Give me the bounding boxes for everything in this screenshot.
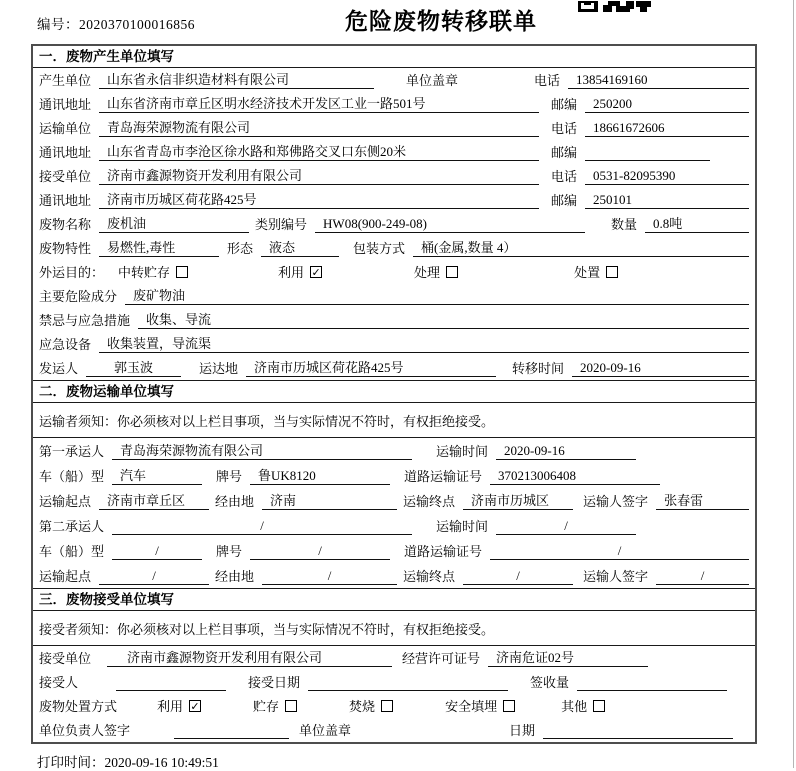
taboo-value: 收集、导流 [138, 309, 749, 329]
section-producer-title: 一．废物产生单位填写 [33, 46, 755, 68]
plate-label: 牌号 [216, 544, 243, 559]
qr-code-icon [578, 0, 652, 16]
phone-label: 电话 [551, 121, 578, 136]
row-equip [33, 332, 755, 356]
route2-start: / [99, 568, 209, 585]
transporter-note-label: 运输者须知： [39, 413, 118, 429]
produce-addr-value: 山东省济南市章丘区明水经济技术开发区工业一路501号 [99, 93, 539, 113]
row-purpose [33, 260, 755, 284]
option-utilize [278, 262, 322, 281]
receive-date-label: 接受日期 [248, 675, 301, 690]
via2-value: / [262, 568, 397, 585]
row-transport-unit [33, 116, 755, 140]
page-title: 危险废物转移联单 [345, 9, 537, 34]
section-producer [33, 46, 755, 380]
carrier1-label: 第一承运人 [39, 444, 105, 459]
pack-value: 桶(金属,数量 4） [413, 237, 749, 257]
vehicle1-label: 车（船）型 [39, 469, 105, 484]
checkbox-dispose [606, 266, 618, 278]
unit-seal-label: 单位盖章 [299, 723, 352, 738]
route2-start-label: 运输起点 [39, 569, 92, 584]
checkbox-disposal-incinerate [381, 700, 393, 712]
receive-date-value [308, 675, 508, 691]
transport-unit-label: 运输单位 [39, 121, 92, 136]
waste-name-label: 废物名称 [39, 217, 92, 232]
checkbox-disposal-utilize: ✓ [190, 699, 200, 713]
route1-end: 济南市历城区 [463, 490, 573, 510]
row-hazard [33, 284, 755, 308]
receive-unit-label: 接受单位 [39, 169, 92, 184]
purpose-label: 外运目的： [39, 265, 105, 280]
row-receiver-person [33, 670, 755, 694]
produce-addr-label: 通讯地址 [39, 97, 92, 112]
carrier2-time: / [496, 518, 636, 535]
vehicle2-label: 车（船）型 [39, 544, 105, 559]
carrier1-time: 2020-09-16 [496, 443, 636, 460]
waste-trait-label: 废物特性 [39, 241, 92, 256]
date-value [543, 723, 733, 739]
section-receiver [33, 588, 755, 742]
disposal-label: 废物处置方式 [39, 699, 118, 714]
section-transporter-title: 二．废物运输单位填写 [33, 381, 755, 403]
section-transporter [33, 380, 755, 588]
row-produce-addr [33, 92, 755, 116]
road-license2-value: / [490, 543, 749, 560]
unit-seal-label: 单位盖章 [406, 73, 459, 88]
vehicle1-value: 汽车 [112, 465, 202, 485]
transporter-note-text: 你必须核对以上栏目事项，当与实际情况不符时，有权拒绝接受。 [117, 413, 495, 429]
road-license-label: 道路运输证号 [404, 469, 483, 484]
option-dispose [574, 262, 618, 281]
vehicle2-value: / [112, 543, 202, 560]
waste-form-value: 液态 [261, 237, 339, 257]
section-receiver-title: 三．废物接受单位填写 [33, 589, 755, 611]
option-disposal-other [561, 696, 605, 715]
receiver-person-value [116, 675, 226, 691]
route2-end-label: 运输终点 [403, 569, 456, 584]
plate-value: 鲁UK8120 [250, 465, 390, 485]
option-label: 贮存 [253, 699, 280, 714]
plate-label: 牌号 [216, 469, 243, 484]
checkbox-transfer-storage [176, 266, 188, 278]
transport-time-label: 运输时间 [436, 444, 489, 459]
row-produce-unit [33, 68, 755, 92]
option-treat [414, 262, 458, 281]
zip-label: 邮编 [551, 193, 578, 208]
row-waste-trait [33, 236, 755, 260]
row-responsible-sign [33, 718, 755, 742]
row-waste-name [33, 212, 755, 236]
checkbox-disposal-other [593, 700, 605, 712]
receive-unit-value: 济南市鑫源物资开发利用有限公司 [107, 647, 392, 667]
manifest-form [31, 44, 757, 744]
via-label: 经由地 [215, 569, 255, 584]
row-disposal [33, 694, 755, 718]
row-receive-unit-s3 [33, 646, 755, 670]
road-license-label: 道路运输证号 [404, 544, 483, 559]
carrier1-value: 青岛海荣源物流有限公司 [112, 440, 412, 460]
transporter-sign-label: 运输人签字 [583, 494, 649, 509]
dest-label: 运达地 [199, 361, 239, 376]
option-label: 其他 [561, 699, 588, 714]
signed-qty-value [577, 675, 727, 691]
transporter-note [33, 403, 755, 438]
doc-number-label: 编号： [37, 17, 79, 32]
receiver-note-text: 你必须核对以上栏目事项，当与实际情况不符时，有权拒绝接受。 [117, 621, 495, 637]
receive-unit-label: 接受单位 [39, 651, 92, 666]
date-label: 日期 [509, 723, 536, 738]
receive-addr-zip: 250101 [585, 192, 749, 209]
print-time-label: 打印时间： [37, 755, 105, 770]
row-route2 [33, 563, 755, 588]
option-disposal-storage [253, 696, 297, 715]
option-label: 中转贮存 [118, 265, 171, 280]
permit-label: 经营许可证号 [402, 651, 481, 666]
transporter-sign: 张春雷 [656, 490, 749, 510]
row-carrier2 [33, 513, 755, 538]
row-transport-addr [33, 140, 755, 164]
row-receive-unit [33, 164, 755, 188]
carrier2-value: / [112, 518, 412, 535]
transfer-time-value: 2020-09-16 [572, 360, 749, 377]
produce-addr-zip: 250200 [585, 96, 749, 113]
equip-value: 收集装置，导流渠 [99, 333, 749, 353]
waste-trait-value: 易燃性,毒性 [99, 237, 219, 257]
option-disposal-utilize [157, 696, 201, 715]
transporter-sign-label: 运输人签字 [583, 569, 649, 584]
row-shipper [33, 356, 755, 380]
zip-label: 邮编 [551, 97, 578, 112]
receive-unit-value: 济南市鑫源物资开发利用有限公司 [99, 165, 539, 185]
checkbox-disposal-storage [285, 700, 297, 712]
plate2-value: / [250, 543, 390, 560]
route1-start: 济南市章丘区 [99, 490, 209, 510]
option-label: 利用 [278, 265, 305, 280]
row-taboo [33, 308, 755, 332]
responsible-sign-label: 单位负责人签字 [39, 723, 131, 738]
row-vehicle1 [33, 463, 755, 488]
option-label: 处置 [574, 265, 601, 280]
option-disposal-incinerate [349, 696, 393, 715]
print-time [37, 751, 219, 771]
option-label: 利用 [157, 699, 184, 714]
receive-addr-value: 济南市历城区荷花路425号 [99, 189, 539, 209]
pack-label: 包装方式 [353, 241, 406, 256]
dest-value: 济南市历城区荷花路425号 [246, 357, 496, 377]
doc-number [37, 13, 195, 33]
produce-unit-phone: 13854169160 [568, 72, 749, 89]
checkbox-treat [446, 266, 458, 278]
transport-addr-value: 山东省青岛市李沧区徐水路和郑佛路交叉口东侧20米 [99, 141, 539, 161]
waste-qty-value: 0.8吨 [645, 213, 749, 233]
transporter-sign2: / [656, 568, 749, 585]
permit-value: 济南危证02号 [488, 647, 648, 667]
road-license-value: 370213006408 [490, 468, 660, 485]
hazard-value: 废矿物油 [125, 285, 749, 305]
row-vehicle2 [33, 538, 755, 563]
route1-end-label: 运输终点 [403, 494, 456, 509]
transport-unit-value: 青岛海荣源物流有限公司 [99, 117, 539, 137]
waste-qty-label: 数量 [611, 217, 638, 232]
receiver-note [33, 611, 755, 646]
via-label: 经由地 [215, 494, 255, 509]
option-transfer-storage [118, 262, 188, 281]
receiver-person-label: 接受人 [39, 675, 79, 690]
receiver-note-label: 接受者须知： [39, 621, 118, 637]
option-label: 处理 [414, 265, 441, 280]
taboo-label: 禁忌与应急措施 [39, 313, 131, 328]
transport-time-label: 运输时间 [436, 519, 489, 534]
doc-number-value: 2020370100016856 [79, 17, 195, 32]
checkbox-disposal-landfill [503, 700, 515, 712]
signed-qty-label: 签收量 [530, 675, 570, 690]
waste-code-label: 类别编号 [255, 217, 308, 232]
produce-unit-value: 山东省永信非织造材料有限公司 [99, 69, 374, 89]
page-edge-divider [793, 0, 794, 768]
produce-unit-label: 产生单位 [39, 73, 92, 88]
responsible-sign-value [174, 723, 289, 739]
shipper-value: 郭玉波 [86, 357, 181, 377]
zip-label: 邮编 [551, 145, 578, 160]
route1-start-label: 运输起点 [39, 494, 92, 509]
waste-form-label: 形态 [227, 241, 254, 256]
waste-name-value: 废机油 [99, 213, 249, 233]
phone-label: 电话 [534, 73, 561, 88]
row-route1 [33, 488, 755, 513]
waste-code-value: HW08(900-249-08) [315, 216, 585, 233]
transport-addr-zip [585, 145, 710, 161]
transfer-time-label: 转移时间 [512, 361, 565, 376]
row-carrier1 [33, 438, 755, 463]
option-label: 焚烧 [349, 699, 376, 714]
transport-addr-label: 通讯地址 [39, 145, 92, 160]
print-time-value: 2020-09-16 10:49:51 [104, 755, 219, 770]
option-label: 安全填埋 [445, 699, 498, 714]
carrier2-label: 第二承运人 [39, 519, 105, 534]
shipper-label: 发运人 [39, 361, 79, 376]
equip-label: 应急设备 [39, 337, 92, 352]
checkbox-utilize: ✓ [311, 265, 321, 279]
row-receive-addr [33, 188, 755, 212]
receive-unit-phone: 0531-82095390 [585, 168, 749, 185]
receive-addr-label: 通讯地址 [39, 193, 92, 208]
hazard-label: 主要危险成分 [39, 289, 118, 304]
phone-label: 电话 [551, 169, 578, 184]
via-value: 济南 [262, 490, 397, 510]
transport-unit-phone: 18661672606 [585, 120, 749, 137]
option-disposal-landfill [445, 696, 515, 715]
route2-end: / [463, 568, 573, 585]
